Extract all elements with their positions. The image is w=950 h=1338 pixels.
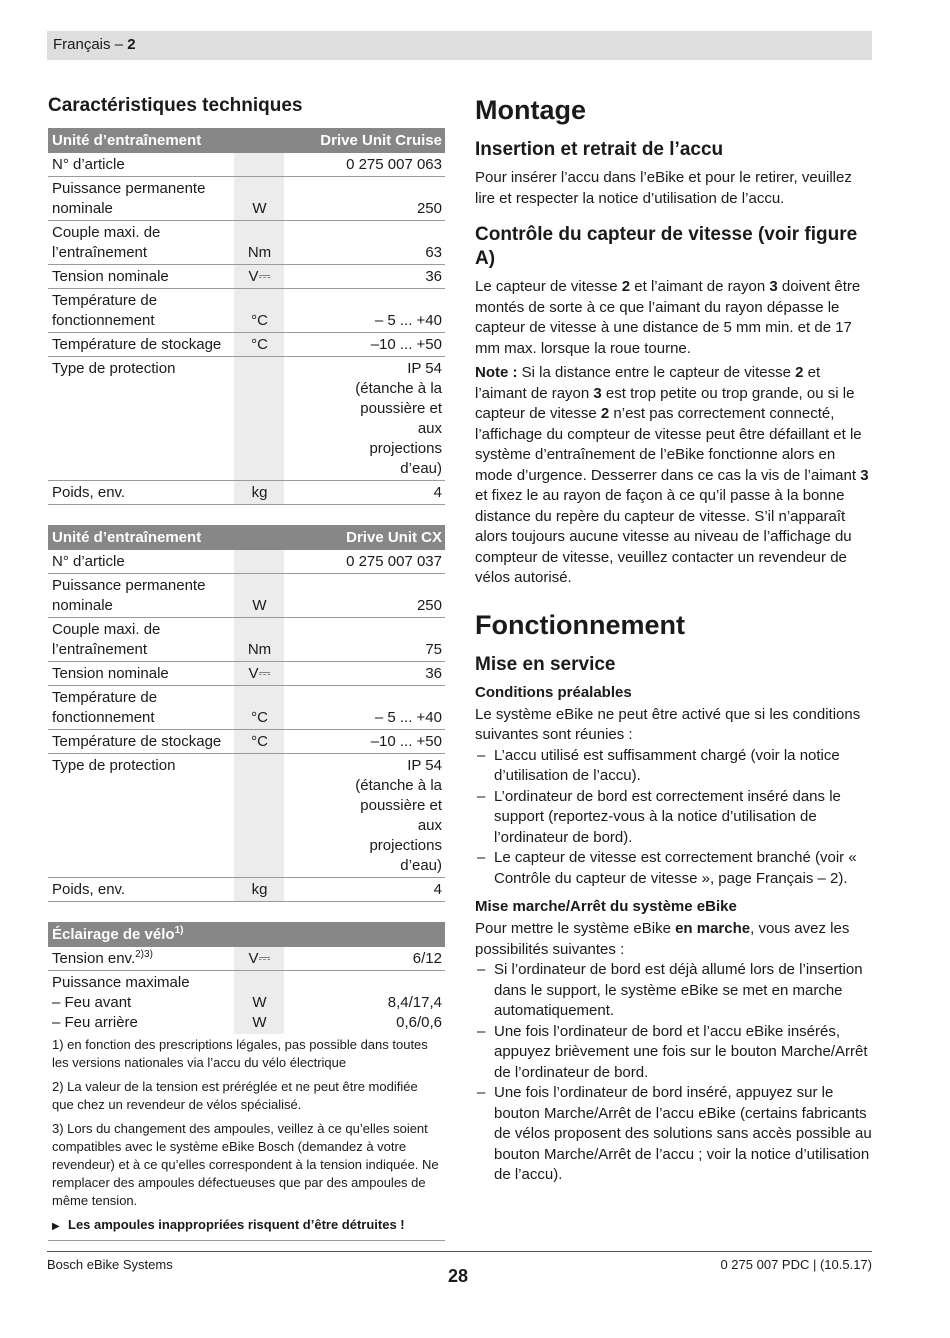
table-header-row xyxy=(48,525,445,550)
table-header-label: Unité d’entraînement xyxy=(48,128,284,153)
row-unit xyxy=(234,357,284,481)
header-language: Français xyxy=(53,36,111,53)
specs-title: Caractéristiques techniques xyxy=(48,95,303,116)
row-value: 0 275 007 063 xyxy=(284,153,445,177)
row-value: 36 xyxy=(284,662,445,686)
conditions-intro: Le système eBike ne peut être activé que si les conditions suivantes sont réunies : xyxy=(475,705,861,743)
row-value: – 5 ... +40 xyxy=(284,686,445,730)
table-row xyxy=(48,333,445,357)
footnotes xyxy=(48,1034,445,1241)
row-value: 63 xyxy=(284,221,445,265)
row-value: 4 xyxy=(284,481,445,505)
warning-text: Les ampoules inappropriées risquent d’être détruites ! xyxy=(68,1217,405,1232)
table-row xyxy=(48,971,445,1035)
list-item: – L’ordinateur de bord est correctement inséré dans le support (reportez-vous à la notice d’utilisation de l’ordinateur de bord). xyxy=(475,787,873,849)
row-label: Puissance maximale xyxy=(52,974,190,991)
list-item: – Une fois l’ordinateur de bord et l’accu eBike insérés, appuyez brièvement une fois sur le bouton Marche/Arrêt de l’ordinateur de bord. xyxy=(475,1022,873,1084)
row-value: 75 xyxy=(284,618,445,662)
row-label: Température de stockage xyxy=(48,333,234,357)
insert-heading: Insertion et retrait de l’accu xyxy=(475,139,724,160)
row-unit: kg xyxy=(234,481,284,505)
row-label: Température de stockage xyxy=(48,730,234,754)
table-row xyxy=(48,730,445,754)
spec-table-cx xyxy=(48,525,445,902)
table-header-row xyxy=(48,128,445,153)
table-row xyxy=(48,878,445,902)
list-item: – Si l’ordinateur de bord est déjà allumé lors de l’insertion dans le support, le système eBike se met en marche automatiquement. xyxy=(475,960,873,1022)
lighting-table xyxy=(48,922,445,1241)
row-unit: V⎓ xyxy=(234,662,284,686)
table-row xyxy=(48,177,445,221)
header-page: 2 xyxy=(127,36,136,53)
table-row xyxy=(48,289,445,333)
row-value: 0 275 007 037 xyxy=(284,550,445,574)
row-label-sup: 2)3) xyxy=(135,949,153,960)
sensor-paragraph-1: Le capteur de vitesse 2 et l’aimant de rayon 3 doivent être montés de sorte à ce que l’aimant du rayon dépasse le capteur de vitesse à une distance de 5 mm min. et de 17 mm max. lorsque la roue tourne. xyxy=(475,278,861,357)
row-label: Tension nominale xyxy=(48,662,234,686)
table-row xyxy=(48,550,445,574)
row-unit: kg xyxy=(234,878,284,902)
table-row xyxy=(48,618,445,662)
row-value: 250 xyxy=(284,177,445,221)
row-value: 6/12 xyxy=(284,947,445,971)
row-label: Puissance permanente nominale xyxy=(48,574,234,618)
row-unit: V⎓ xyxy=(234,947,284,971)
conditions-list xyxy=(475,746,873,890)
footer-doc-ref: 0 275 007 PDC | (10.5.17) xyxy=(720,1257,872,1272)
row-unit: °C xyxy=(234,333,284,357)
table-header-row xyxy=(48,922,445,947)
row-value: IP 54 (étanche à la poussière et aux projections d’eau) xyxy=(284,357,445,481)
row-label: Température de fonctionnement xyxy=(48,686,234,730)
table-row xyxy=(48,686,445,730)
row-unit: V⎓ xyxy=(234,265,284,289)
row-label: N° d’article xyxy=(48,153,234,177)
left-column xyxy=(48,92,445,1241)
row-unit: °C xyxy=(234,730,284,754)
table-row xyxy=(48,947,445,971)
conditions-heading: Conditions préalables xyxy=(475,683,632,701)
row-value: –10 ... +50 xyxy=(284,333,445,357)
table-row xyxy=(48,574,445,618)
row-unit xyxy=(234,550,284,574)
row-value: 36 xyxy=(284,265,445,289)
onoff-intro: Pour mettre le système eBike en marche, vous avez les possibilités suivantes : xyxy=(475,920,850,958)
lighting-title-sup: 1) xyxy=(174,925,184,936)
footnote: 3) Lors du changement des ampoules, veillez à ce qu’elles soient compatibles avec le système eBike Bosch (demandez à votre revendeur) et à ce qu’elles correspondent à la tension indiquée. Ne remplacer des ampoules défectueuses que par des ampoules de même tension. xyxy=(52,1121,439,1208)
row-value: 250 xyxy=(284,574,445,618)
row-label: – Feu avant xyxy=(52,994,132,1011)
row-unit xyxy=(234,153,284,177)
table-row xyxy=(48,221,445,265)
list-item: – L’accu utilisé est suffisamment chargé (voir la notice d’utilisation de l’accu). xyxy=(475,746,873,787)
row-unit: Nm xyxy=(234,618,284,662)
row-value: 4 xyxy=(284,878,445,902)
row-label: Tension nominale xyxy=(48,265,234,289)
sensor-paragraph-2: Note : Si la distance entre le capteur de vitesse 2 et l’aimant de rayon 3 est trop petite ou trop grande, ou si le capteur de vitesse 2 n’est pas correctement connecté, l’affichage du compteur de vitesse peut être défaillant et le système d’entraînement de l’eBike fonctionne alors en mode d’urgence. Desserrer dans ce cas la vis de l’aimant 3 et fixez le au rayon de façon à ce qu’il passe à la bonne distance du repère du capteur de vitesse. S’il n’apparaît alors toujours aucune vitesse au niveau de l’affichage du compteur de vitesse, veuillez contacter un revendeur de vélos autorisé. xyxy=(475,364,869,586)
row-label: – Feu arrière xyxy=(52,1014,138,1031)
row-label: Couple maxi. de l’entraînement xyxy=(48,221,234,265)
row-value: IP 54 (étanche à la poussière et aux projections d’eau) xyxy=(284,754,445,878)
page-number: 28 xyxy=(448,1266,469,1286)
row-label: Type de protection xyxy=(48,357,234,481)
table-row xyxy=(48,481,445,505)
row-unit: W xyxy=(234,574,284,618)
table-row xyxy=(48,265,445,289)
row-value: –10 ... +50 xyxy=(284,730,445,754)
row-label: N° d’article xyxy=(48,550,234,574)
row-unit: W xyxy=(234,177,284,221)
onoff-heading: Mise marche/Arrêt du système eBike xyxy=(475,898,737,915)
lighting-title: Éclairage de vélo xyxy=(52,926,175,943)
list-item: – Une fois l’ordinateur de bord inséré, appuyez sur le bouton Marche/Arrêt de l’accu eBike (certains fabricants de vélos proposent des solutions sans accès possible au bouton Marche/Arrêt de l’accu ; voir la notice d’utilisation de l’accu). xyxy=(475,1083,873,1186)
row-unit: W xyxy=(252,1014,267,1031)
table-row xyxy=(48,357,445,481)
table-row xyxy=(48,153,445,177)
footnote: 1) en fonction des prescriptions légales, pas possible dans toutes les versions nationales via l’accu du vélo électrique xyxy=(52,1037,428,1070)
row-value: 8,4/17,4 xyxy=(387,994,442,1011)
row-label: Poids, env. xyxy=(48,481,234,505)
row-label: Température de fonctionnement xyxy=(48,289,234,333)
spec-table-cruise xyxy=(48,128,445,505)
table-header-value: Drive Unit CX xyxy=(284,525,445,550)
table-row xyxy=(48,662,445,686)
page-header xyxy=(47,31,872,60)
footer-brand: Bosch eBike Systems xyxy=(47,1257,173,1272)
row-unit: Nm xyxy=(234,221,284,265)
onoff-list xyxy=(475,960,873,1186)
table-header-value: Drive Unit Cruise xyxy=(284,128,445,153)
row-unit: W xyxy=(252,994,267,1011)
header-separator: – xyxy=(110,36,128,53)
right-column xyxy=(475,92,873,1194)
row-value: – 5 ... +40 xyxy=(284,289,445,333)
footnote: 2) La valeur de la tension est préréglée et ne peut être modifiée que chez un revendeur de vélos spécialisé. xyxy=(52,1079,418,1112)
table-row xyxy=(48,754,445,878)
row-label: Couple maxi. de l’entraînement xyxy=(48,618,234,662)
row-unit xyxy=(234,754,284,878)
row-unit: °C xyxy=(234,686,284,730)
row-label: Puissance permanente nominale xyxy=(48,177,234,221)
service-heading: Mise en service xyxy=(475,653,616,675)
list-item: – Le capteur de vitesse est correctement branché (voir « Contrôle du capteur de vitesse », page Français – 2). xyxy=(475,848,873,889)
warning-triangle-icon: ▶ xyxy=(52,1221,60,1232)
sensor-heading: Contrôle du capteur de vitesse (voir figure A) xyxy=(475,224,858,269)
footer-divider xyxy=(47,1251,872,1252)
table-header-label: Unité d’entraînement xyxy=(48,525,284,550)
insert-paragraph: Pour insérer l’accu dans l’eBike et pour le retirer, veuillez lire et respecter la notice d’utilisation de l’accu. xyxy=(475,169,852,207)
row-label: Tension env. xyxy=(52,950,136,967)
row-label: Type de protection xyxy=(48,754,234,878)
montage-heading: Montage xyxy=(475,95,586,125)
row-value: 0,6/0,6 xyxy=(396,1014,442,1031)
row-label: Poids, env. xyxy=(48,878,234,902)
row-unit: °C xyxy=(234,289,284,333)
fonctionnement-heading: Fonctionnement xyxy=(475,609,685,640)
